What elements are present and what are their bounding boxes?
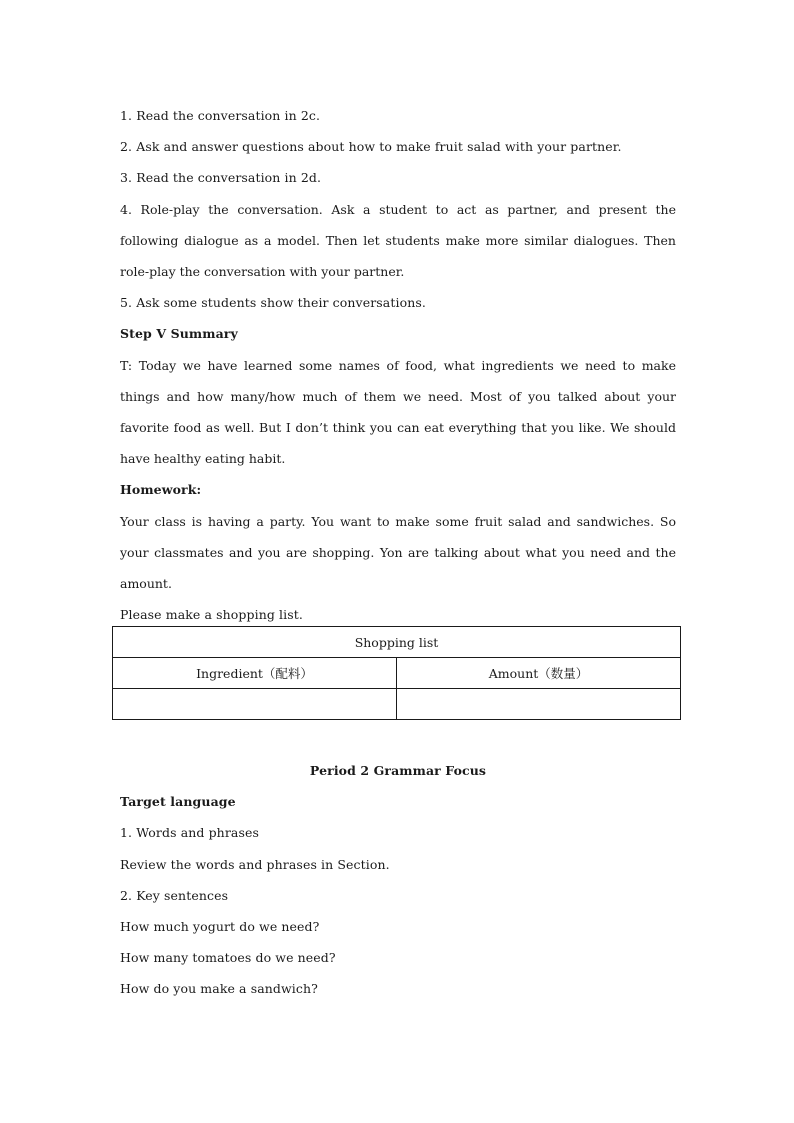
lesson-plan-part-1: [120, 100, 676, 630]
homework-heading: Homework:: [120, 482, 202, 498]
review-text: Review the words and phrases in Section.: [120, 856, 390, 872]
shopping-list-table: [112, 626, 681, 720]
step-item-3: 3. Read the conversation in 2d.: [120, 170, 322, 186]
table-title: Shopping list: [113, 627, 681, 658]
summary-paragraph: T: Today we have learned some names of food, what ingredients we need to make things and how many/how much of them we need. Most of you talked about your favorite food as well. But I don’t think you can eat everything that you like. We should have healthy eating habit.: [120, 357, 676, 467]
period-title: Period 2 Grammar Focus: [309, 763, 487, 778]
key-sentence: How do you make a sandwich?: [120, 981, 318, 997]
step-v-heading: Step V Summary: [120, 326, 238, 342]
key-sentences-item: 2. Key sentences: [120, 887, 229, 903]
table-title-row: [113, 627, 681, 658]
ingredient-column-header: Ingredient（配料）: [113, 658, 397, 689]
ingredient-cell: [113, 689, 397, 720]
step-item-4-roleplay: 4. Role-play the conversation. Ask a student to act as partner, and present the following dialogue as a model. Then let students make more similar dialogues. Then role-play the conversation with your partner.: [120, 201, 676, 279]
step-item-5: 5. Ask some students show their conversations.: [120, 295, 426, 311]
target-language-heading: Target language: [120, 794, 236, 810]
shopping-list-instruction: Please make a shopping list.: [120, 607, 303, 623]
step-item-2: 2. Ask and answer questions about how to make fruit salad with your partner.: [120, 139, 622, 155]
key-sentence: How much yogurt do we need?: [120, 918, 320, 934]
table-row: [113, 689, 681, 720]
step-item-1: 1. Read the conversation in 2c.: [120, 108, 321, 123]
key-sentence: How many tomatoes do we need?: [120, 950, 336, 966]
words-phrases-item: 1. Words and phrases: [120, 825, 259, 841]
table-header-row: [113, 658, 681, 689]
lesson-plan-part-2: [120, 755, 676, 1005]
amount-cell: [397, 689, 681, 720]
homework-paragraph: Your class is having a party. You want to make some fruit salad and sandwiches. So your classmates and you are shopping. Yon are talking about what you need and the amount.: [120, 513, 676, 591]
amount-column-header: Amount（数量）: [397, 658, 681, 689]
